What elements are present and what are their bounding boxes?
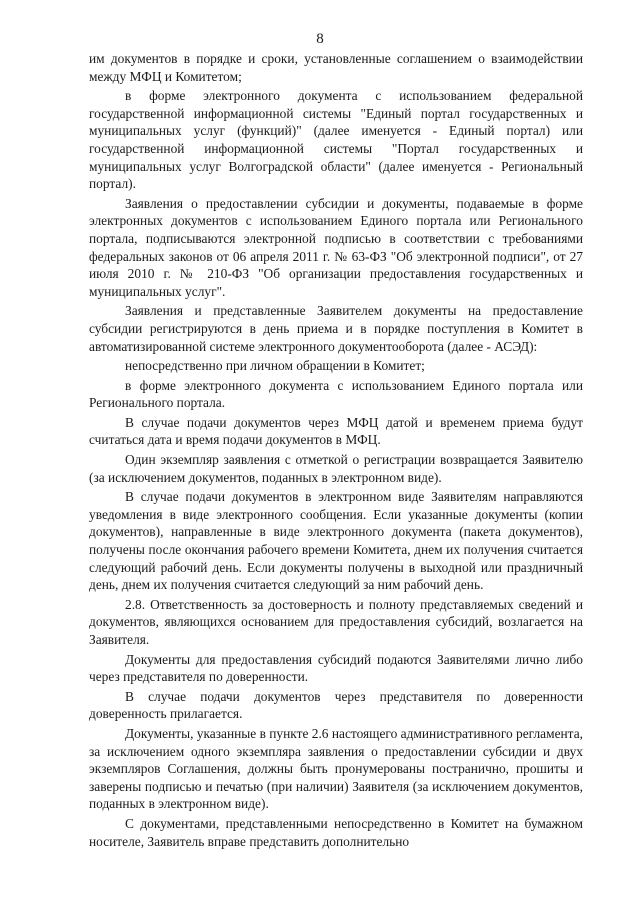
paragraph-1: им документов в порядке и сроки, установленные соглашением о взаимодействии между МФЦ и Комитетом; xyxy=(89,51,583,84)
paragraph-4: Заявления и представленные Заявителем документы на предоставление субсидии регистрируются в день приема и в порядке поступления в Комитет в автоматизированной системе электронного документооборота (далее - АСЭД): xyxy=(89,303,583,354)
paragraph-2: в форме электронного документа с использованием федеральной государственной информационной системы "Единый портал государственных и муниципальных услуг (функций)" (далее именуется - Единый портал) или государственной информационной системы "Портал государственных и муниципальных услуг Волгоградской области" (далее именуется - Региональный портал). xyxy=(89,88,583,192)
paragraph-3: Заявления о предоставлении субсидии и документы, подаваемые в форме электронных документов с использованием Единого портала или Регионального портала, подписываются электронной подписью в соответствии с требованиями федеральных законов от 06 апреля 2011 г. № 63-ФЗ "Об электронной подписи", от 27 июля 2010 г. № 210-ФЗ "Об организации предоставления государственных и муниципальных услуг". xyxy=(89,195,583,299)
paragraph-13: Документы, указанные в пункте 2.6 настоящего административного регламента, за исключением одного экземпляра заявления о предоставлении субсидии и двух экземпляров Соглашения, должны быть пронумерованы постранично, прошиты и заверены подписью и печатью (при наличии) Заявителя (за исключением документов, поданных в электронном виде). xyxy=(89,725,583,812)
document-body xyxy=(89,50,583,852)
paragraph-9: В случае подачи документов в электронном виде Заявителям направляются уведомления в виде электронного сообщения. Если указанные документы (копии документов), направленные в виде электронного документа (пакета документов), получены после окончания рабочего времени Комитета, днем их получения считается следующий рабочий день. Если документы получены в выходной или праздничный день, днем их получения считается следующий за ним рабочий день. xyxy=(89,489,583,593)
paragraph-8: Один экземпляр заявления с отметкой о регистрации возвращается Заявителю (за исключением документов, поданных в электронном виде). xyxy=(89,452,583,485)
paragraph-10: 2.8. Ответственность за достоверность и полноту представляемых сведений и документов, являющихся основанием для предоставления субсидий, возлагается на Заявителя. xyxy=(89,596,583,647)
paragraph-12: В случае подачи документов через представителя по доверенности доверенность прилагается. xyxy=(89,688,583,722)
paragraph-6: в форме электронного документа с использованием Единого портала или Регионального портала. xyxy=(89,377,583,411)
page-number: 8 xyxy=(316,31,324,47)
paragraph-7: В случае подачи документов через МФЦ датой и временем приема будут считаться дата и время подачи документов в МФЦ. xyxy=(89,414,583,448)
paragraph-14: С документами, представленными непосредственно в Комитет на бумажном носителе, Заявитель вправе представить дополнительно xyxy=(89,815,583,849)
paragraph-11: Документы для предоставления субсидий подаются Заявителями лично либо через представителя по доверенности. xyxy=(89,651,583,685)
paragraph-5: непосредственно при личном обращении в Комитет; xyxy=(125,358,425,374)
